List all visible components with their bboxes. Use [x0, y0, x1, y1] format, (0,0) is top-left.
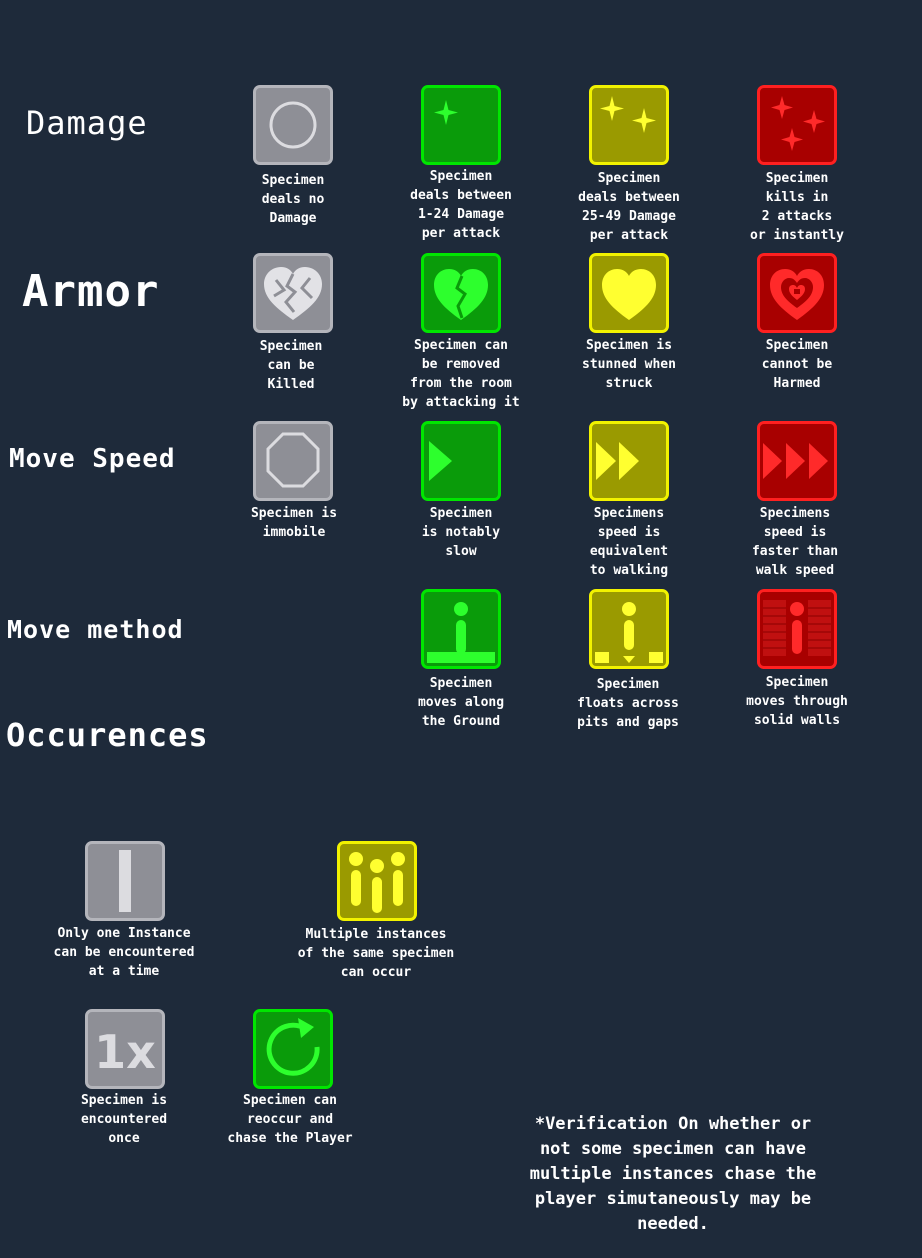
heading-move-method: Move method	[7, 615, 184, 644]
occurence-reoccur-tile	[253, 1009, 333, 1089]
damage-low-tile	[421, 85, 501, 165]
one-x-label: 1x	[94, 1025, 156, 1079]
double-arrow-icon	[592, 424, 666, 498]
occurence-single-caption: Only one Instance can be encountered at a time	[53, 926, 195, 979]
broken-heart-icon	[424, 256, 498, 330]
method-float-caption: Specimen floats across pits and gaps	[577, 677, 679, 730]
occurence-once-tile	[85, 1009, 165, 1089]
speed-immobile-tile	[253, 421, 333, 501]
occurence-multiple-tile	[337, 841, 417, 921]
armor-killable-tile	[253, 253, 333, 333]
damage-low-caption: Specimen deals between 1-24 Damage per attack	[410, 169, 512, 241]
occurence-single-tile	[85, 841, 165, 921]
speed-immobile-caption: Specimen is immobile	[250, 506, 338, 540]
damage-lethal-tile	[757, 85, 837, 165]
speed-slow-tile	[421, 421, 501, 501]
floating-figure-icon	[592, 592, 666, 666]
method-ground-tile	[421, 589, 501, 669]
heading-armor: Armor	[22, 266, 160, 317]
speed-fast-tile	[757, 421, 837, 501]
figure-through-wall-icon	[760, 592, 834, 666]
loop-arrow-icon	[256, 1012, 330, 1086]
armor-stunnable-tile	[589, 253, 669, 333]
damage-none-caption: Specimen deals no Damage	[261, 173, 325, 226]
single-bar-icon	[88, 844, 162, 918]
octagon-stop-icon	[256, 424, 330, 498]
damage-medium-caption: Specimen deals between 25-49 Damage per attack	[578, 171, 680, 243]
heart-icon	[592, 256, 666, 330]
damage-medium-tile	[589, 85, 669, 165]
armor-invulnerable-tile	[757, 253, 837, 333]
shattered-heart-icon	[256, 256, 330, 330]
heading-move-speed: Move Speed	[9, 444, 176, 474]
method-wall-caption: Specimen moves through solid walls	[746, 675, 848, 728]
triple-arrow-icon	[760, 424, 834, 498]
group-figures-icon	[340, 844, 414, 918]
damage-none-tile	[253, 85, 333, 165]
armor-removable-tile	[421, 253, 501, 333]
occurence-multiple-caption: Multiple instances of the same specimen can occur	[297, 927, 455, 980]
figure-on-ground-icon	[424, 592, 498, 666]
speed-fast-caption: Specimens speed is faster than walk speed	[751, 506, 839, 578]
armor-removable-caption: Specimen can be removed from the room by attacking it	[402, 338, 520, 410]
double-sparkle-icon	[592, 88, 666, 162]
method-wall-tile	[757, 589, 837, 669]
armor-killable-caption: Specimen can be Killed	[259, 339, 323, 392]
armor-stunnable-caption: Specimen is stunned when struck	[582, 338, 676, 391]
single-arrow-icon	[424, 424, 498, 498]
heading-damage: Damage	[26, 104, 148, 142]
verification-note: *Verification On whether or not some specimen can have multiple instances chase the player simutaneously may be needed.	[529, 1114, 817, 1234]
occurence-reoccur-caption: Specimen can reoccur and chase the Player	[227, 1093, 353, 1146]
empty-circle-icon	[256, 88, 330, 162]
method-float-tile	[589, 589, 669, 669]
speed-walking-tile	[589, 421, 669, 501]
triple-sparkle-icon	[760, 88, 834, 162]
one-x-icon	[88, 1012, 162, 1086]
speed-slow-caption: Specimen is notably slow	[421, 506, 501, 559]
heading-occurences: Occurences	[6, 716, 209, 754]
occurence-once-caption: Specimen is encountered once	[80, 1093, 168, 1146]
speed-walking-caption: Specimens speed is equivalent to walking	[589, 506, 669, 578]
sparkle-icon	[424, 88, 498, 162]
method-ground-caption: Specimen moves along the Ground	[417, 676, 505, 729]
layered-heart-icon	[760, 256, 834, 330]
armor-invulnerable-caption: Specimen cannot be Harmed	[761, 338, 833, 391]
damage-lethal-caption: Specimen kills in 2 attacks or instantly	[750, 171, 844, 243]
